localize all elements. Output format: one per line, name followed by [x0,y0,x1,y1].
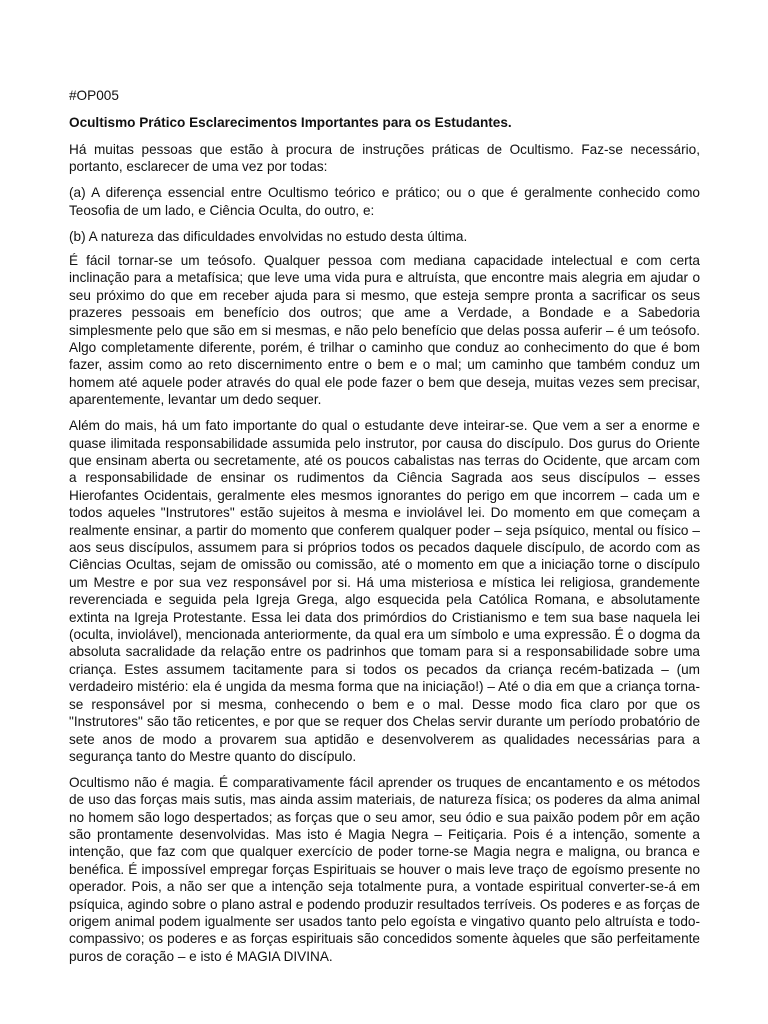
paragraph-intro: Há muitas pessoas que estão à procura de instruções práticas de Ocultismo. Faz-se necessário, portanto, esclarecer de uma vez por todas: [69,142,700,175]
paragraph-responsibility: Além do mais, há um fato importante do qual o estudante deve inteirar-se. Que vem a ser a enorme e quase ilimitada responsabilidade assumida pelo instrutor, por causa do discípulo. Dos gurus do Oriente que ensinam aberta ou secretamente, até os poucos cabalistas nas terras do Ocidente, que arcam com a responsabilidade de ensinar os rudimentos da Ciência Sagrada aos seus discípulos – esses Hierofantes Ocidentais, geralmente eles mesmos ignorantes do perigo em que incorrem – cada um e todos aqueles "Instrutores" estão sujeitos à mesma e inviolável lei. Do momento em que começam a realmente ensinar, a partir do momento que conferem qualquer poder – seja psíquico, mental ou físico – aos seus discípulos, assumem para si próprios todos os pecados daquele discípulo, de acordo com as Ciências Ocultas, sejam de omissão ou comissão, até o momento em que a iniciação torne o discípulo um Mestre e por sua vez responsável por si. Há uma misteriosa e mística lei religiosa, grandemente reverenciada e seguida pela Igreja Grega, algo esquecida pela Católica Romana, e absolutamente extinta na Igreja Protestante. Essa lei data dos primórdios do Cristianismo e tem sua base naquela lei (oculta, inviolável), mencionada anteriormente, da qual era um símbolo e uma expressão. É o dogma da absoluta sacralidade da relação entre os padrinhos que tomam para si a responsabilidade sobre uma criança. Estes assumem tacitamente para si todos os pecados da criança recém-batizada – (um verdadeiro mistério: ela é ungida da mesma forma que na iniciação!) – Até o dia em que a criança torna-se responsável por si mesma, conhecendo o bem e o mal. Desse modo fica claro por que os "Instrutores" são tão reticentes, e por que se requer dos Chelas servir durante um período probatório de sete anos de modo a provarem sua aptidão e desenvolverem as qualidades necessárias para a segurança tanto do Mestre quanto do discípulo. [69,418,700,764]
paragraph-theosophist: É fácil tornar-se um teósofo. Qualquer pessoa com mediana capacidade intelectual e com certa inclinação para a metafísica; que leve uma vida pura e altruísta, que encontre mais alegria em ajudar o seu próximo do que em receber ajuda para si mesmo, que esteja sempre pronta a sacrificar os seus prazeres pessoais em benefício dos outros; que ame a Verdade, a Bondade e a Sabedoria simplesmente pelo que são em si mesmas, e não pelo benefício que delas possa auferir – é um teósofo. Algo completamente diferente, porém, é trilhar o caminho que conduz ao conhecimento do que é bom fazer, assim como ao reto discernimento entre o bem e o mal; um caminho que também conduz um homem até aquele poder através do qual ele pode fazer o bem que deseja, muitas vezes sem precisar, aparentemente, levantar um dedo sequer. [69,253,700,408]
paragraph-item-a: (a) A diferença essencial entre Ocultismo teórico e prático; ou o que é geralmente conhecido como Teosofia de um lado, e Ciência Oculta, do outro, e: [69,185,700,218]
document-title: Ocultismo Prático Esclarecimentos Importantes para os Estudantes. [69,115,512,130]
paragraph-magic: Ocultismo não é magia. É comparativamente fácil aprender os truques de encantamento e os métodos de uso das forças mais sutis, mas ainda assim materiais, de natureza física; os poderes da alma animal no homem são logo despertados; as forças que o seu amor, seu ódio e sua paixão podem pôr em ação são prontamente desenvolvidas. Mas isto é Magia Negra – Feitiçaria. Pois é a intenção, somente a intenção, que faz com que qualquer exercício de poder torne-se Magia negra e maligna, ou branca e benéfica. É impossível empregar forças Espirituais se houver o mais leve traço de egoísmo presente no operador. Pois, a não ser que a intenção seja totalmente pura, a vontade espiritual converter-se-á em psíquica, agindo sobre o plano astral e podendo produzir resultados terríveis. Os poderes e as forças de origem animal podem igualmente ser usados tanto pelo egoísta e vingativo quanto pelo altruísta e todo-compassivo; os poderes e as forças espirituais são concedidos somente àqueles que são perfeitamente puros de coração – e isto é MAGIA DIVINA. [69,774,700,964]
paragraph-item-b: (b) A natureza das dificuldades envolvidas no estudo desta última. [69,228,468,244]
document-id: #OP005 [69,88,119,103]
